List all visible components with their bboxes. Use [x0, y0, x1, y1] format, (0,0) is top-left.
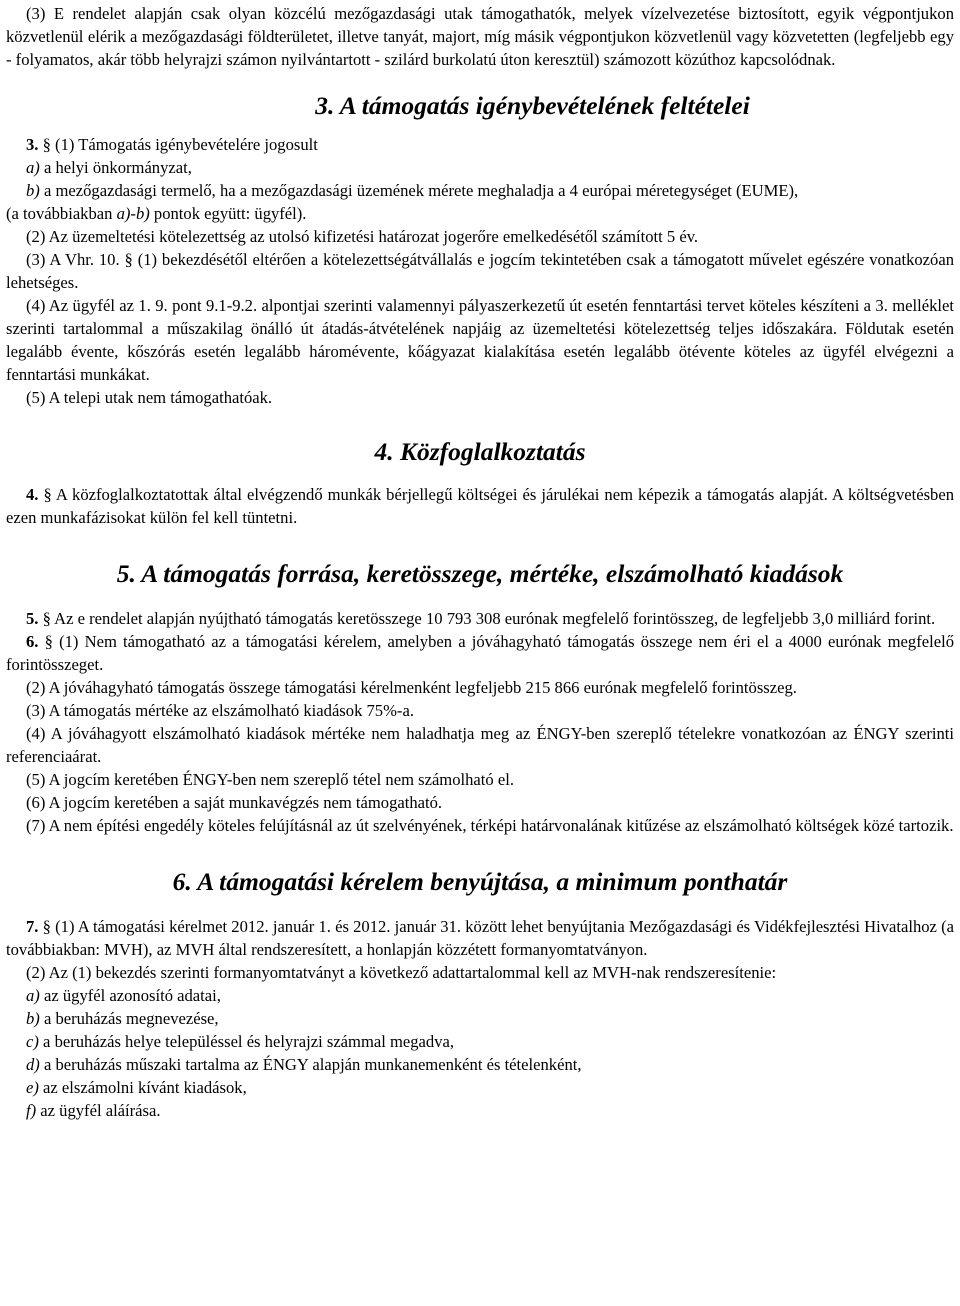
item-label: e): [26, 1078, 39, 1097]
par6-p7: (7) A nem építési engedély köteles felújításnál az út szelvényének, térképi határvonalának kitűzése az elszámolható költségek közé tartozik.: [26, 816, 954, 835]
item-text: az elszámolni kívánt kiadások,: [38, 1078, 247, 1097]
item-text: a beruházás műszaki tartalma az ÉNGY alapján munkanemenként és tételenként,: [39, 1055, 582, 1074]
intro-paragraph: (3) E rendelet alapján csak olyan közcélú mezőgazdasági utak támogathatók, melyek vízelvezetése biztosított, egyik végpontjukon közvetlenül elérik a mezőgazdasági földterületet, illetve tanyát, majort, míg másik végpontjukon közvetlenül vagy közvetetten (legfeljebb egy - folyamatos, akár több helyrajzi számon nyilvántartott - szilárd burkolatú úton keresztül) számozott közúthoz kapcsolódnak.: [6, 4, 954, 69]
item-text: a beruházás megnevezése,: [39, 1009, 219, 1028]
par6-p4: (4) A jóváhagyott elszámolható kiadások mértéke nem haladhatja meg az ÉNGY-ben szereplő tételekre vonatkozóan az ÉNGY szerinti referenciaárat.: [6, 724, 954, 766]
par7-item-e: [6, 1076, 954, 1099]
item-text: a mezőgazdasági termelő, ha a mezőgazdasági üzemének mérete meghaladja a 4 európai méretegységet (EUME),: [39, 181, 799, 200]
par3-p1: [6, 133, 954, 156]
par5-text: [6, 607, 954, 630]
par3-p1-text: (1) Támogatás igénybevételére jogosult: [50, 135, 318, 154]
par6-p6: (6) A jogcím keretében a saját munkavégzés nem támogatható.: [26, 793, 443, 812]
item-label: b): [26, 181, 40, 200]
item-label: b): [26, 1009, 40, 1028]
section-6-heading: 6. A támogatási kérelem benyújtása, a minimum ponthatár: [172, 867, 788, 896]
item-label: a): [26, 158, 40, 177]
item-text: a helyi önkormányzat,: [39, 158, 192, 177]
item-label: d): [26, 1055, 40, 1074]
par3-sign: §: [38, 135, 51, 154]
par5-body: § Az e rendelet alapján nyújtható támogatás keretösszege 10 793 308 eurónak megfelelő forintösszeg, de legfeljebb 3,0 milliárd forint.: [38, 609, 936, 628]
par4-body: § A közfoglalkoztatottak által elvégzendő munkák bérjellegű költségei és járulékai nem képezik a támogatás alapját. A költségvetésben ezen munkafázisokat külön fel kell tüntetni.: [6, 485, 954, 527]
par5-number: 5.: [26, 609, 39, 628]
par3-number: 3.: [26, 135, 39, 154]
par4-number: 4.: [26, 485, 39, 504]
item-text: a beruházás helye településsel és helyrajzi számmal megadva,: [38, 1032, 455, 1051]
par6-p1: [6, 630, 954, 676]
item-text: az ügyfél aláírása.: [36, 1101, 161, 1120]
par4-text: [6, 483, 954, 529]
par3-p4: (4) Az ügyfél az 1. 9. pont 9.1-9.2. alpontjai szerinti valamennyi pályaszerkezetű út esetén fenntartási tervet köteles készíteni a 3. melléklet szerinti tartalommal a műszakilag önálló út átadás-átvételének napjáig az üzemeltetési kötelezettség teljes időszakára. Földutak esetén legalább évente, kőszórás esetén legalább háromévente, kőágyazat kialakítása esetén legalább ötévente köteles az ügyfél elvégezni a fenntartási munkákat.: [6, 296, 954, 384]
after-pre: (a továbbiakban: [6, 204, 117, 223]
section-4-heading: 4. Közfoglalkoztatás: [374, 437, 586, 466]
par3-p3: (3) A Vhr. 10. § (1) bekezdésétől eltérően a kötelezettségátvállalás e jogcím tekintetében csak a támogatott művelet egészére vonatkozóan lehetséges.: [6, 250, 954, 292]
par7-p1: [6, 915, 954, 961]
par6-p3: (3) A támogatás mértéke az elszámolható kiadások 75%-a.: [26, 701, 414, 720]
par3-p2: (2) Az üzemeltetési kötelezettség az utolsó kifizetési határozat jogerőre emelkedésétől számított 5 év.: [26, 227, 699, 246]
par3-after-list: [6, 202, 954, 225]
par6-p5: (5) A jogcím keretében ÉNGY-ben nem szereplő tétel nem számolható el.: [26, 770, 514, 789]
after-post: pontok együtt: ügyfél).: [149, 204, 307, 223]
after-ref: a)-b): [116, 204, 150, 223]
section-3-heading: 3. A támogatás igénybevételének feltételei: [315, 91, 750, 120]
item-label: a): [26, 986, 40, 1005]
par7-item-c: [6, 1030, 954, 1053]
par7-p2: (2) Az (1) bekezdés szerinti formanyomtatványt a következő adattartalommal kell az MVH-nak rendszeresítenie:: [26, 963, 777, 982]
par3-item-b: [6, 179, 954, 202]
par3-item-a: [6, 156, 954, 179]
section-5-heading: 5. A támogatás forrása, keretösszege, mértéke, elszámolható kiadások: [116, 559, 844, 588]
par7-item-d: [6, 1053, 954, 1076]
par7-item-b: [6, 1007, 954, 1030]
par6-p2: (2) A jóváhagyható támogatás összege támogatási kérelmenként legfeljebb 215 866 eurónak megfelelő forintösszeg.: [26, 678, 797, 697]
item-text: az ügyfél azonosító adatai,: [39, 986, 221, 1005]
par6-p1-text: § (1) Nem támogatható az a támogatási kérelem, amelyben a jóváhagyható támogatás összege nem éri el a 4000 eurónak megfelelő forintösszeget.: [6, 632, 954, 674]
item-label: f): [26, 1101, 37, 1120]
item-label: c): [26, 1032, 39, 1051]
par7-p1-text: § (1) A támogatási kérelmet 2012. január 1. és 2012. január 31. között lehet benyújtania Mezőgazdasági és Vidékfejlesztési Hivatalhoz (a továbbiakban: MVH), az MVH által rendszeresített, a honlapján közzétett formanyomtatványon.: [6, 917, 954, 959]
par7-item-a: [6, 984, 954, 1007]
par3-p5: (5) A telepi utak nem támogathatóak.: [26, 388, 273, 407]
par6-number: 6.: [26, 632, 39, 651]
document-page: [0, 2, 960, 1306]
par7-item-f: [6, 1099, 954, 1122]
par7-number: 7.: [26, 917, 39, 936]
